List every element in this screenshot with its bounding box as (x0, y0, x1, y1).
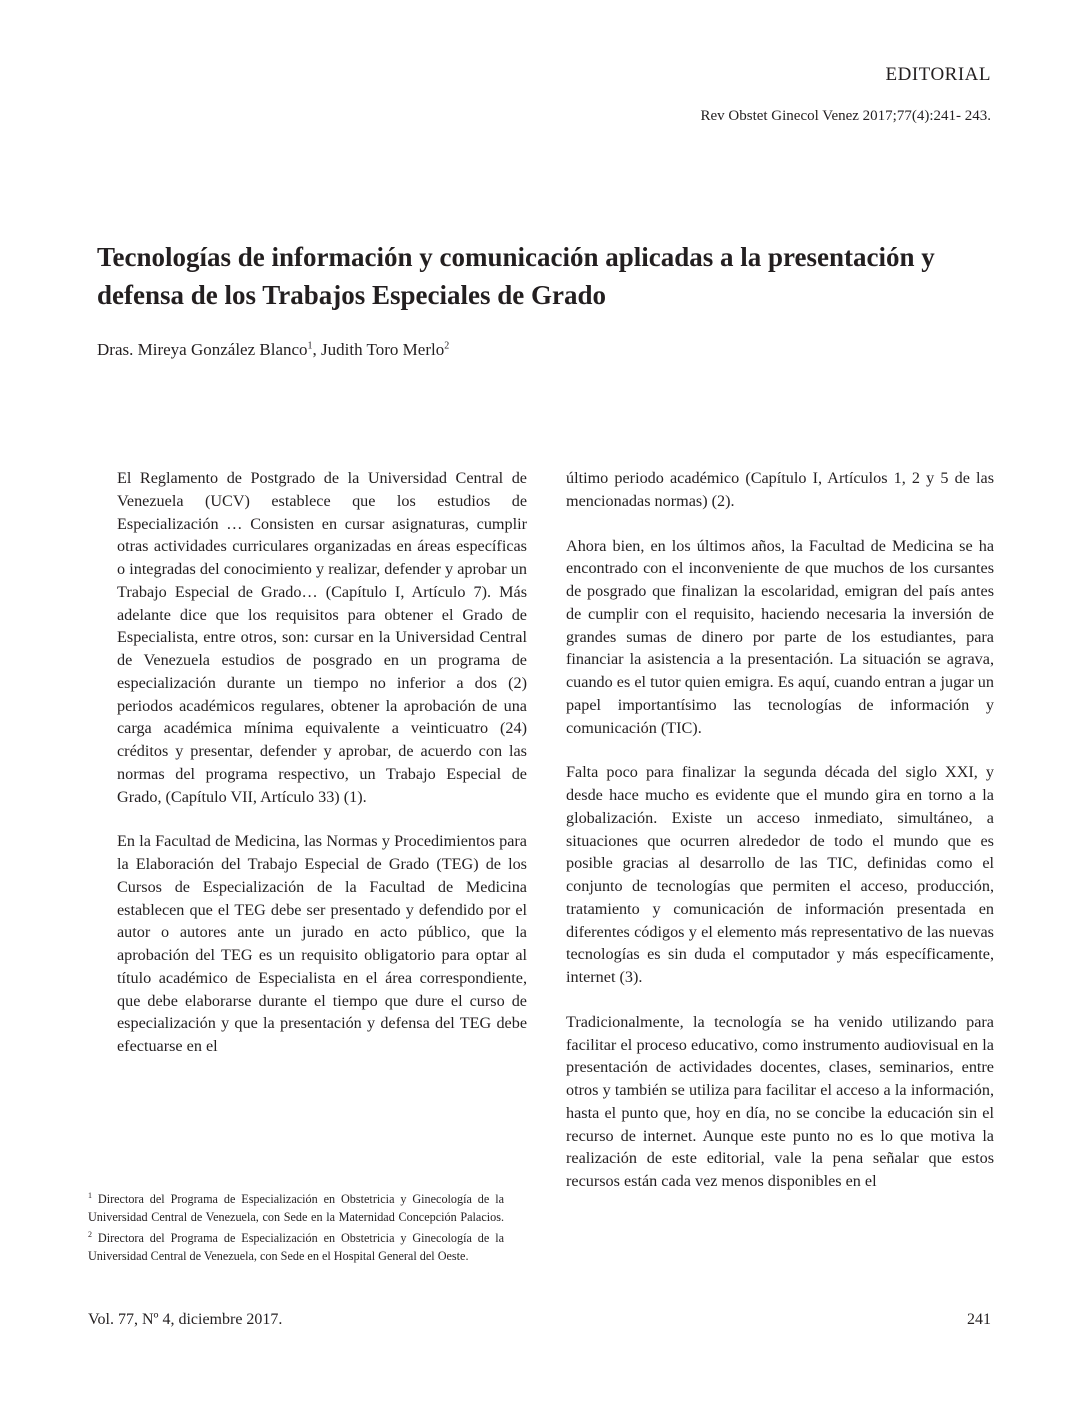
footnote-marker-2: 2 (88, 1230, 92, 1240)
body-paragraph: Tradicionalmente, la tecnología se ha venido utilizando para facilitar el proceso educativo, como instrumento audiovisual en la presentación de actividades docentes, clases, seminarios, entre otros y también se utiliza para facilitar el acceso a la información, hasta el punto que, hoy en día, no se concibe la educación sin el recurso de internet. Aunque este punto no es lo que motiva la realización de este editorial, vale la pena señalar que estos recursos están cada vez menos disponibles en el (566, 1012, 994, 1190)
author-separator: , (312, 340, 322, 359)
body-paragraph: En la Facultad de Medicina, las Normas y Procedimientos para la Elaboración del Trabajo Especial de Grado (TEG) de los Cursos de Especialización de la Facultad de Medicina establecen que el TEG debe ser presentado y defendido por el autor o autores ante un jurado en acto público, que la aprobación del TEG es un requisito obligatorio para optar al título académico de Especialista en el área correspondiente, que debe elaborarse durante el tiempo que dure el curso de especialización y que la presentación y defensa del TEG debe efectuarse en el (117, 832, 527, 1055)
section-label: EDITORIAL (885, 64, 991, 85)
footnote-marker-1: 1 (88, 1191, 92, 1200)
footer-issue: Vol. 77, Nº 4, diciembre 2017. (88, 1311, 283, 1328)
author-name-1: Mireya González Blanco (137, 340, 308, 359)
author-name-2: Judith Toro Merlo (321, 340, 445, 359)
author-affiliation-2: 2 (444, 340, 450, 352)
body-column-left (117, 467, 527, 1080)
body-column-right (566, 467, 994, 1215)
body-paragraph: último periodo académico (Capítulo I, Artículos 1, 2 y 5 de las mencionadas normas) (2). (566, 469, 994, 510)
journal-citation: Rev Obstet Ginecol Venez 2017;77(4):241- 243. (700, 108, 991, 124)
footnote-text-2: Directora del Programa de Especialización en Obstetricia y Ginecología de la Universidad Central de Venezuela, con Sede en el Hospital General del Oeste. (88, 1231, 504, 1264)
page-number: 241 (967, 1311, 991, 1328)
author-affiliation-1: 1 (307, 340, 313, 352)
body-paragraph: Ahora bien, en los últimos años, la Facultad de Medicina se ha encontrado con el inconveniente de que muchos de los cursantes de posgrado que finalizan la escolaridad, emigran del país antes de cumplir con el requisito, haciendo necesaria la inversión de grandes sumas de dinero por parte de los estudiantes, para financiar la asistencia a la presentación. La situación se agrava, cuando es el tutor quien emigra. Es aquí, cuando entran a jugar un papel importantísimo las tecnologías de información y comunicación (TIC). (566, 536, 994, 737)
author-line (97, 340, 449, 360)
body-paragraph: El Reglamento de Postgrado de la Universidad Central de Venezuela (UCV) establece que los estudios de Especialización … Consisten en cursar asignaturas, cumplir otras actividades curriculares organizadas en áreas específicas o integradas del conocimiento y realizar, defender y aprobar un Trabajo Especial de Grado… (Capítulo I, Artículo 7). Más adelante dice que los requisitos para obtener el Grado de Especialista, entre otros, son: cursar en la Universidad Central de Venezuela estudios de posgrado en un programa de especialización durante un tiempo no inferior a dos (2) periodos académicos regulares, obtener la aprobación de una carga académica mínima equivalente a veinticuatro (24) créditos y presentar, defender y aprobar, de acuerdo con las normas del programa respectivo, un Trabajo Especial de Grado, (Capítulo VII, Artículo 33) (1). (117, 469, 527, 806)
author-prefix: Dras. (97, 340, 138, 359)
article-title: Tecnologías de información y comunicación aplicadas a la presentación y defensa de los Trabajos Especiales de Grado (97, 242, 935, 310)
affiliation-footnote (88, 1187, 504, 1265)
body-paragraph: Falta poco para finalizar la segunda década del siglo XXI, y desde hace mucho es evidente que el mundo gira en torno a la globalización. Existe un acceso inmediato, simultáneo, a situaciones que ocurren alrededor de todo el mundo que es posible gracias al desarrollo de las TIC, definidas como el conjunto de tecnologías que permiten el acceso, producción, tratamiento y comunicación de información presentada en diferentes códigos y el elemento más representativo de las nuevas tecnologías es sin duda el computador y más específicamente, internet (3). (566, 763, 994, 986)
footnote-text-1: Directora del Programa de Especialización en Obstetricia y Ginecología de la Universidad Central de Venezuela, con Sede en la Maternidad Concepción Palacios. (88, 1192, 504, 1225)
